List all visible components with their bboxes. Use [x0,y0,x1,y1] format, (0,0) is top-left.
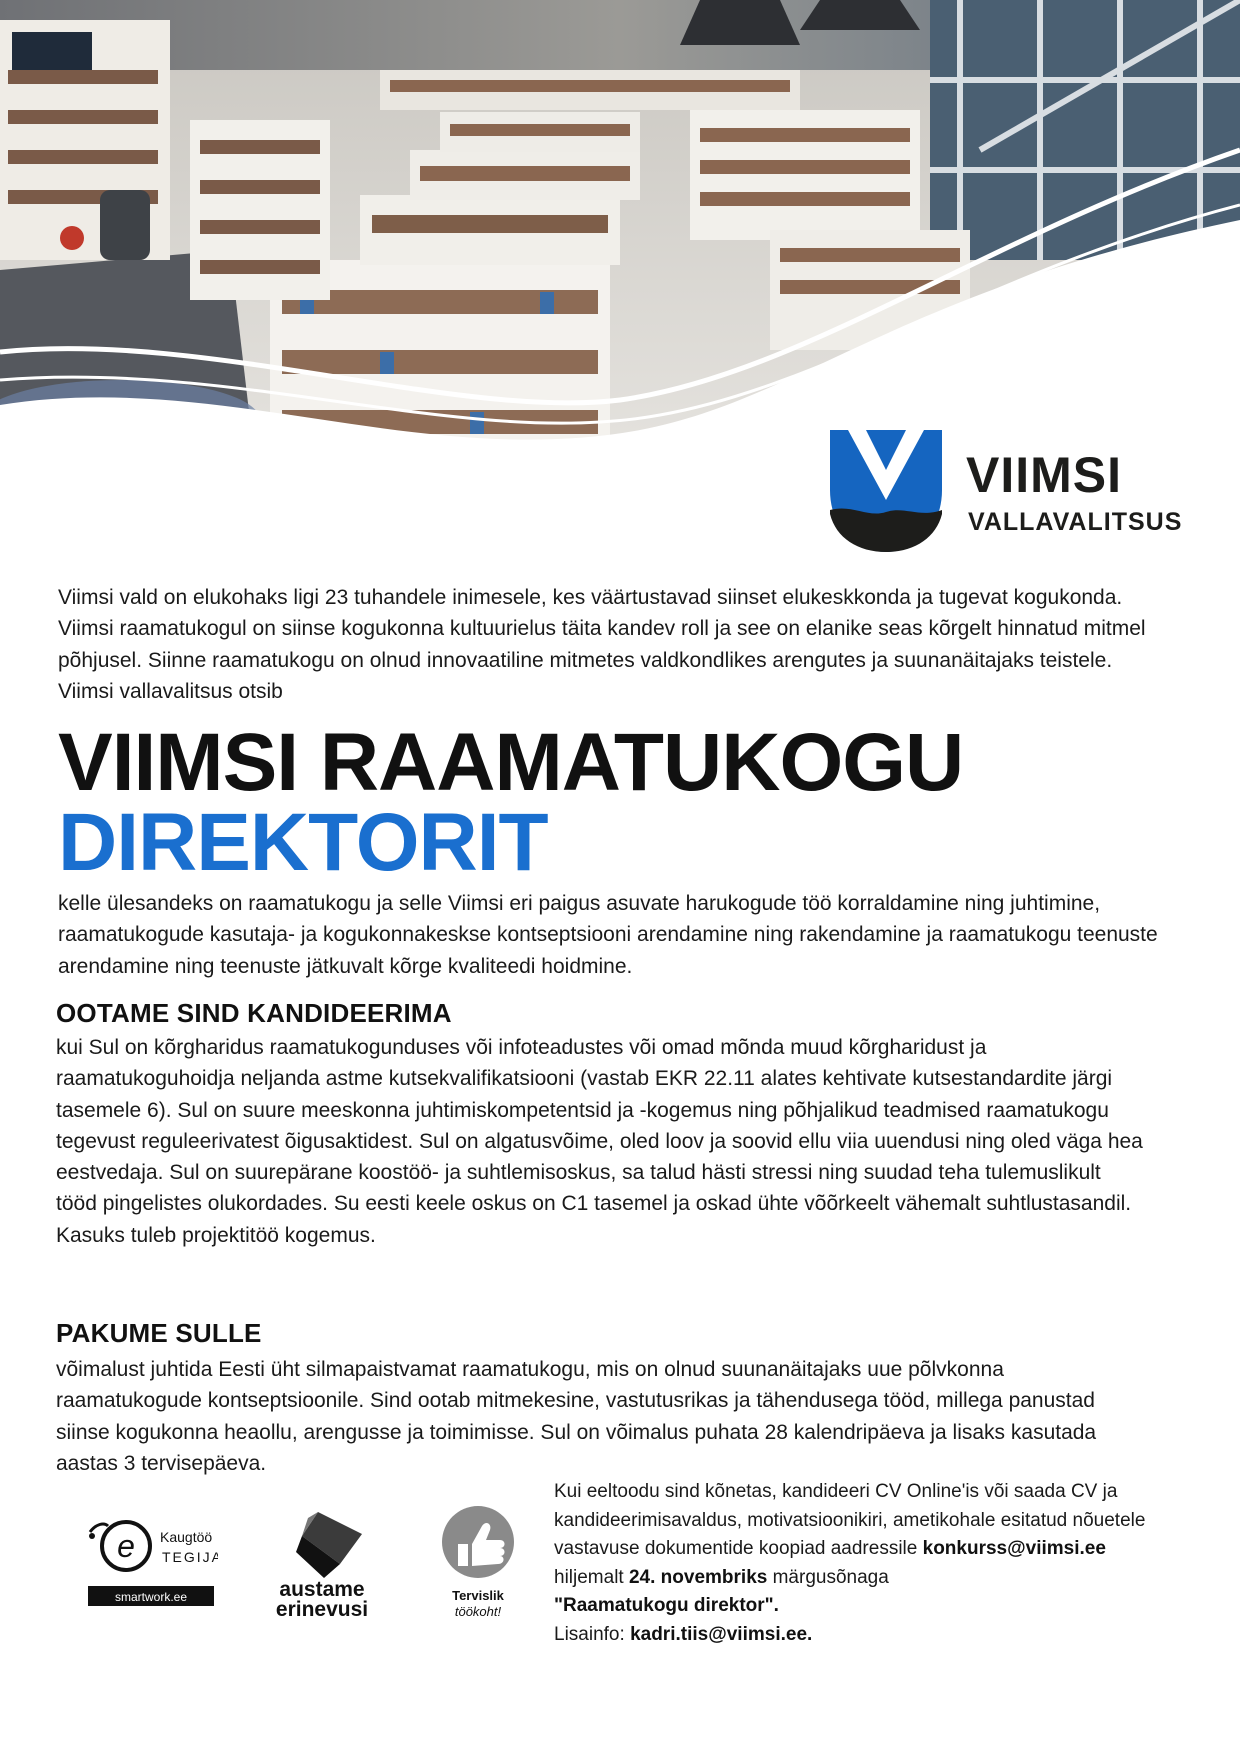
kaugtoo-footer: smartwork.ee [114,1590,188,1604]
viimsi-logo [826,428,1186,558]
austame-erinevusi-badge [262,1508,382,1618]
info-label: Lisainfo: [554,1623,625,1645]
contact-intro: Kui eeltoodu sind kõnetas, kandideeri CV Online'is või saada CV ja kandideerimisavaldus, motivatsioonikiri, ametikohale esitatud nõuetele vastavuse dokumentide koopiad aadressile [554,1481,1146,1559]
keyword-prefix: märgusõnaga [772,1566,889,1588]
section-title-candidate: OOTAME SIND KANDIDEERIMA [56,998,452,1028]
logo-name: VIIMSI [966,447,1123,503]
deadline-date: 24. novembriks [628,1566,768,1588]
austame-erinevusi-logo-icon [262,1508,382,1618]
headline-line2: DIREKTORIT [58,797,548,888]
section-body-offer: võimalust juhtida Eesti üht silmapaistvamat raamatukogu, mis on olnud suunanäitajaks uue põlvkonna raamatukogude kontseptsioonile. Sind ootab mitmekesine, vastutusrikas ja tähendusega tööd, millega panustad siinse kogukonna heaollu, arengusse ja toimimisse. Sul on võimalus puhata 28 kalendripäeva ja lisaks kasutada aastas 3 tervisepäeva. [56,1358,1097,1475]
kaugtoo-tegija-badge [78,1510,218,1610]
info-email-link[interactable]: kadri.tiis@viimsi.ee. [630,1623,813,1645]
tervislik-line1: Tervislik [452,1588,504,1603]
kaugtoo-line2: TEGIJA [162,1549,218,1565]
tervislik-tookoht-badge [434,1504,524,1624]
logo-subtitle: VALLAVALITSUS [968,508,1183,536]
duties-paragraph: kelle ülesandeks on raamatukogu ja selle Viimsi eri paigus asuvate harukogude töö korraldamine ning juhtimine, raamatukogude kasutaja- ja kogukonnakeskse kontseptsiooni arendamine ning rakendamine ja raamatukogu teenuste arendamine ning teenuste jätkuvalt kõrge kvaliteedi hoidmine. [58,892,1158,978]
austame-line1: austame [279,1578,365,1601]
deadline-prefix: hiljemalt [554,1566,624,1588]
intro-paragraph: Viimsi vald on elukohaks ligi 23 tuhandele inimesele, kes väärtustavad siinset elukeskkonda ja tugevat kogukonda. Viimsi raamatukogul on siinse kogukonna kultuurielus täita kandev roll ja see on elanike seas kõrgelt hinnatud mitmel põhjusel. Siinne raamatukogu on olnud innovaatiline mitmetes valdkondlikes arengutes ja suunanäitajaks teistele. Viimsi vallavalitsus otsib [58,586,1146,703]
section-body-candidate: kui Sul on kõrgharidus raamatukogunduses või infoteadustes või omad mõnda muud kõrgharidust ja raamatukoguhoidja neljanda astme kutsekvalifikatsiooni (vastab EKR 22.11 alates kehtivate kutsestandardite järgi tasemele 6). Sul on suure meeskonna juhtimiskompetentsid ja -kogemus ning põhjalikud teadmised raamatukogu tegevust reguleerivatest õigusaktidest. Sul on algatusvõime, oled loov ja soovid ellu viia uuendusi ning oled väga hea eestvedaja. Sul on suurepärane koostöö- ja suhtlemisoskus, sa talud hästi stressi ning suudad teha tulemuslikult tööd pingelistes olukordades. Su eesti keele oskus on C1 tasemel ja oskad ühte võõrkeelt vähemalt suhtlustasandil. Kasuks tuleb projektitöö kogemus. [56,1036,1143,1247]
contact-email-link[interactable]: konkurss@viimsi.ee [922,1538,1106,1559]
section-title-offer: PAKUME SULLE [56,1318,262,1348]
thumbs-up-icon [434,1504,524,1624]
kaugtoo-logo-icon [78,1510,218,1610]
contact-paragraph [554,1478,1174,1649]
viimsi-coat-of-arms-icon [826,428,946,558]
kaugtoo-line1: Kaugtöö [160,1529,213,1545]
svg-text:e: e [117,1528,135,1564]
tervislik-line2: töökoht! [454,1604,502,1619]
headline-line1: VIIMSI RAAMATUKOGU [58,717,964,808]
austame-line2: erinevusi [275,1598,369,1618]
application-keyword: "Raamatukogu direktor". [554,1595,779,1616]
